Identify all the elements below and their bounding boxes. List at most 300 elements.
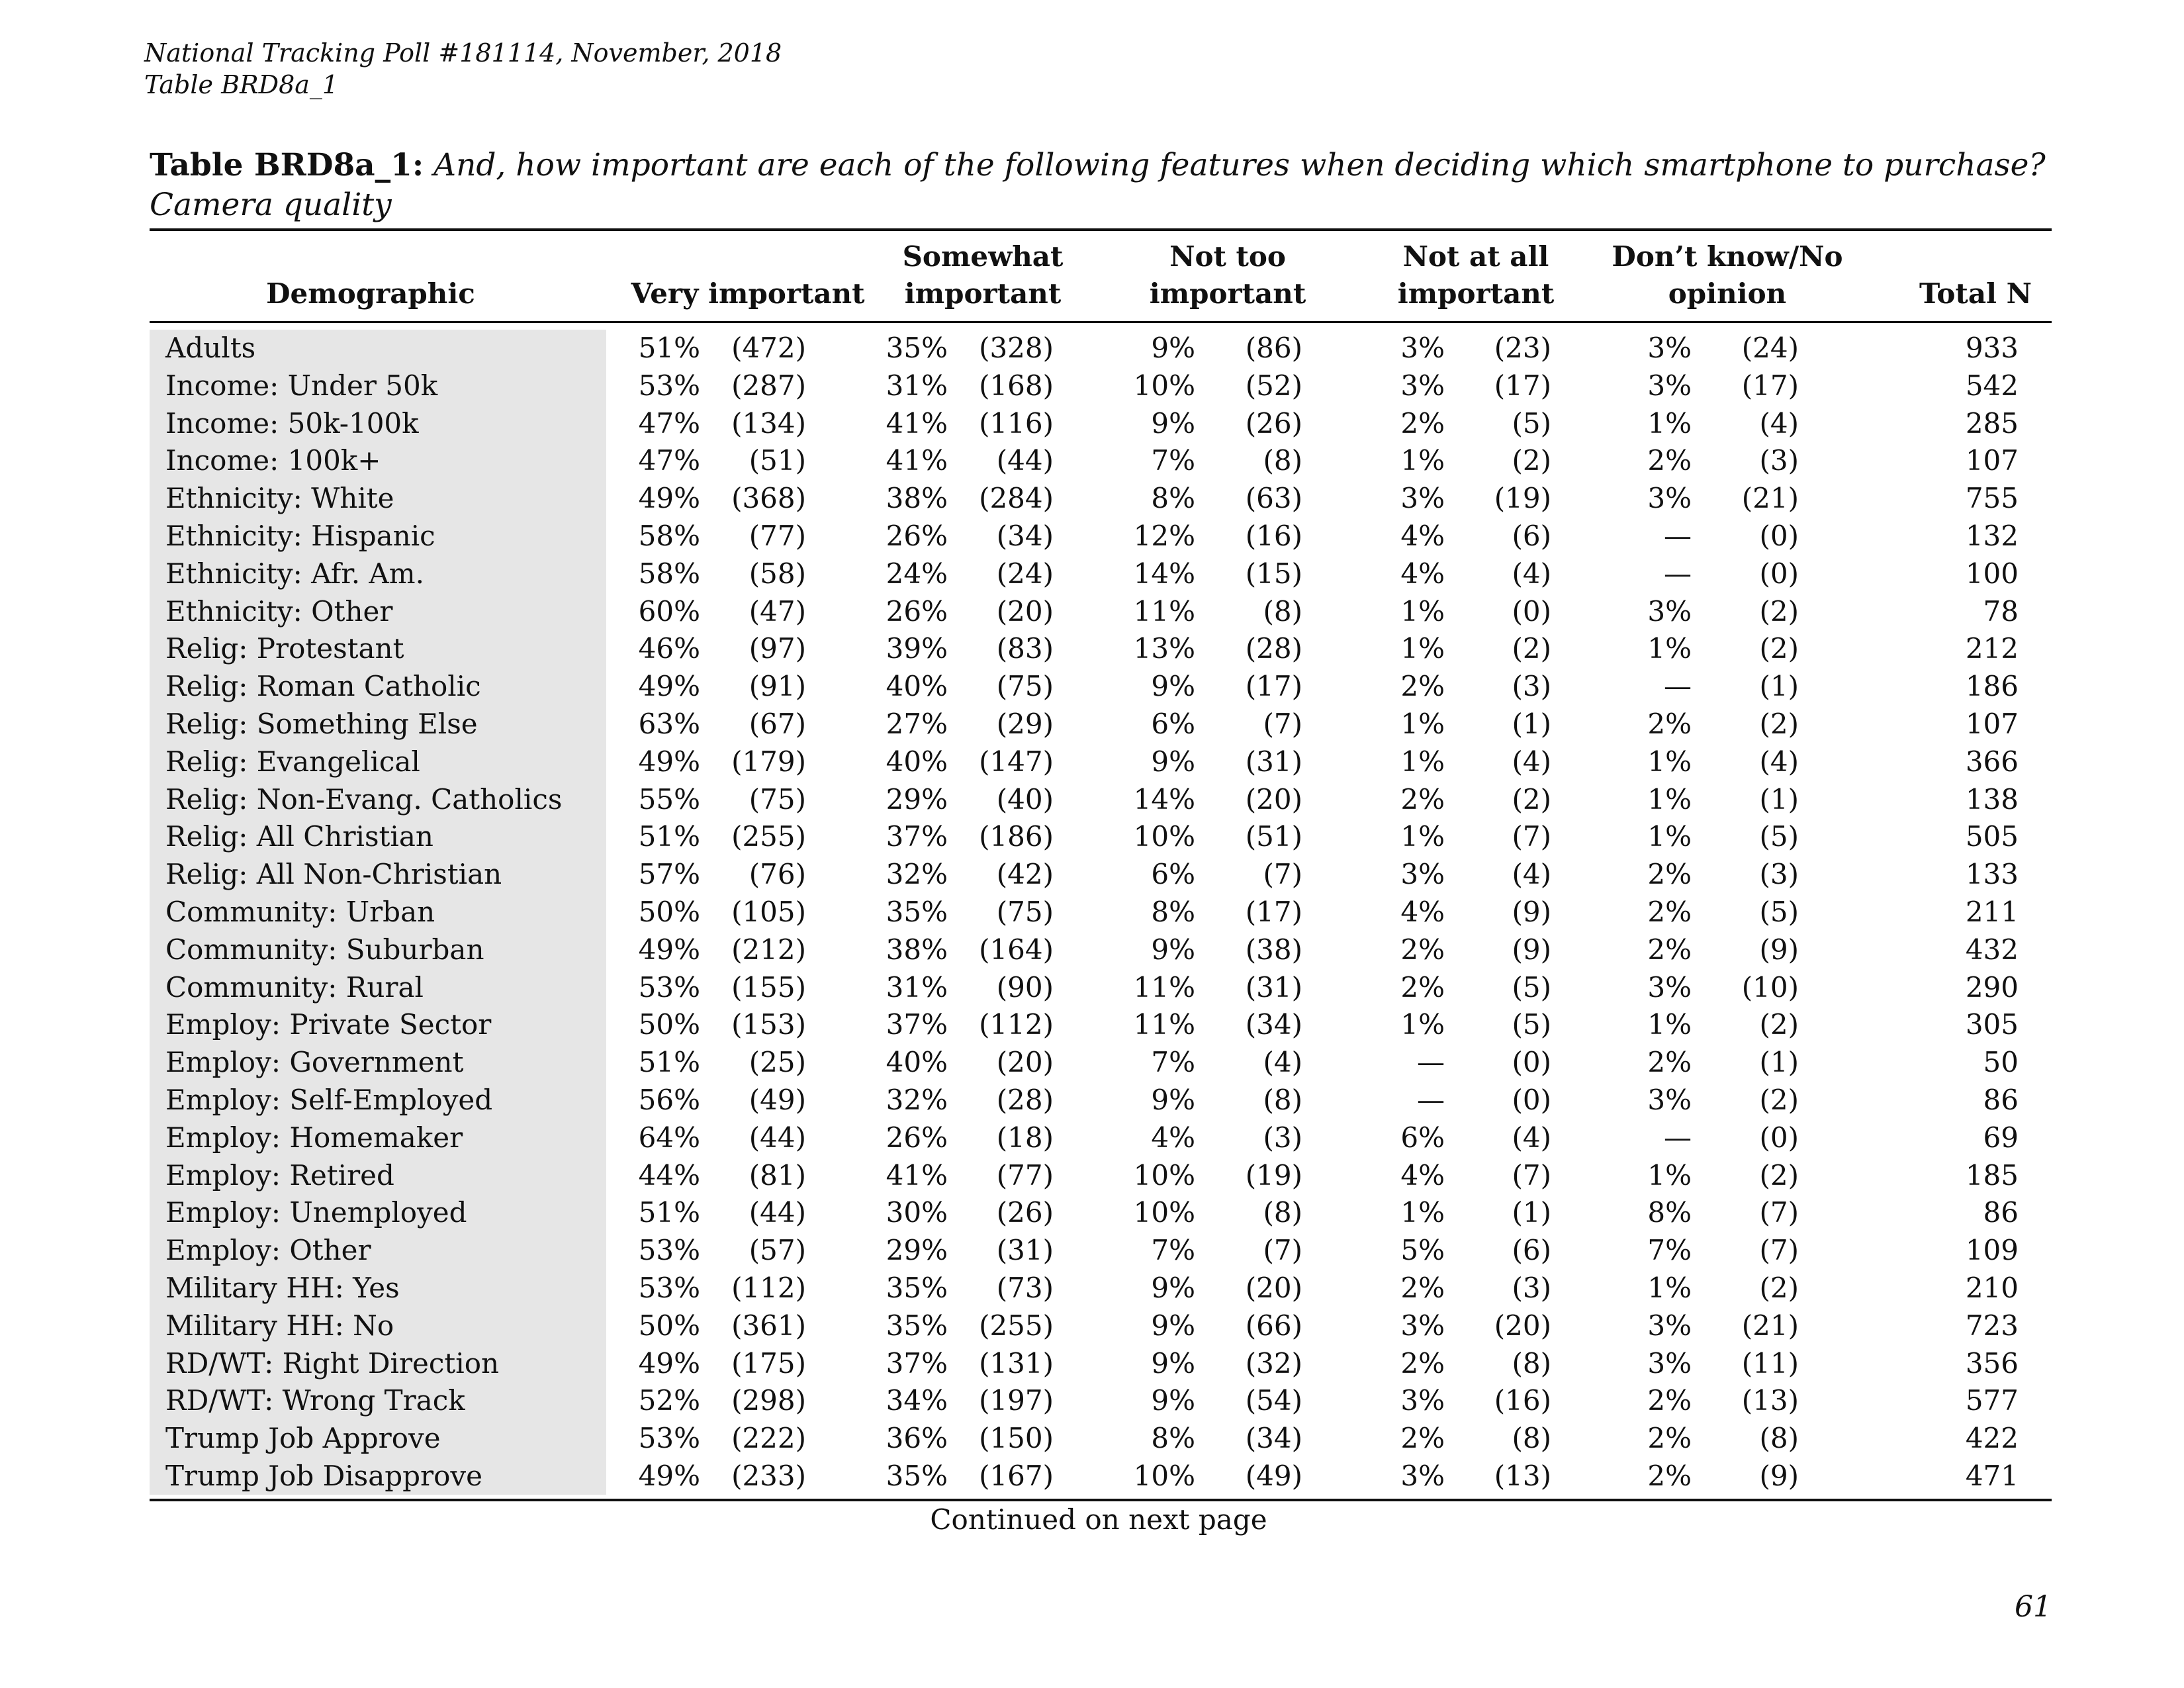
cell-percent: 9%: [1151, 1272, 1195, 1304]
cell-count: (19): [1245, 1158, 1302, 1192]
cell-percent: 3%: [1400, 858, 1445, 891]
col-header-total-n: Total N: [1919, 277, 2032, 310]
cell-count: (20): [1494, 1309, 1551, 1342]
cell-count: (21): [1741, 1309, 1799, 1342]
title-label: Table BRD8a_1:: [150, 147, 424, 183]
cell-percent: 1%: [1400, 745, 1445, 778]
cell-percent: 8%: [1151, 482, 1195, 515]
table-title: [150, 146, 2056, 225]
table-row: [0, 1232, 2184, 1270]
cell-count: (24): [996, 557, 1054, 590]
cell-count: (2): [1759, 708, 1799, 740]
row-label: Relig: All Christian: [165, 820, 433, 853]
cell-count: (134): [731, 406, 806, 440]
cell-percent: 9%: [1151, 1309, 1195, 1342]
cell-percent: 64%: [638, 1121, 700, 1154]
cell-count: (8): [1263, 444, 1302, 477]
cell-percent: 37%: [886, 1346, 948, 1380]
cell-total-n: 422: [1965, 1422, 2019, 1455]
cell-percent: —: [1664, 670, 1692, 703]
col-header-demographic: Demographic: [266, 277, 475, 310]
cell-count: (175): [731, 1346, 806, 1380]
cell-percent: 49%: [638, 1346, 700, 1380]
cell-percent: 12%: [1133, 520, 1195, 552]
cell-percent: 38%: [886, 482, 948, 515]
cell-count: (58): [749, 557, 806, 590]
cell-percent: 5%: [1400, 1234, 1445, 1267]
cell-count: (3): [1759, 858, 1799, 891]
table-row: [0, 1194, 2184, 1232]
cell-total-n: 471: [1965, 1460, 2019, 1492]
cell-count: (9): [1759, 1460, 1799, 1492]
cell-percent: 50%: [638, 1309, 700, 1342]
cell-count: (3): [1263, 1121, 1302, 1154]
table-row: [0, 1382, 2184, 1420]
cell-count: (28): [996, 1084, 1054, 1116]
cell-count: (49): [1245, 1460, 1302, 1492]
cell-percent: 10%: [1133, 369, 1195, 402]
col-header-notatall-line2: important: [1397, 277, 1555, 310]
cell-percent: 26%: [886, 594, 948, 628]
col-header-not-at-all-important: [1370, 238, 1582, 312]
cell-count: (2): [1759, 1084, 1799, 1116]
cell-percent: 2%: [1400, 933, 1445, 966]
table-row: [0, 743, 2184, 781]
row-label: Ethnicity: Hispanic: [165, 520, 435, 552]
cell-count: (21): [1741, 482, 1799, 515]
cell-percent: 4%: [1400, 1158, 1445, 1192]
table-row: [0, 1458, 2184, 1495]
col-header-somewhat-important: [880, 238, 1085, 312]
cell-count: (0): [1512, 1046, 1551, 1079]
cell-count: (90): [996, 970, 1054, 1004]
continued-note: Continued on next page: [930, 1503, 1267, 1536]
cell-count: (77): [749, 520, 806, 552]
cell-count: (5): [1512, 406, 1551, 440]
row-label: Trump Job Approve: [165, 1422, 441, 1455]
cell-count: (168): [979, 369, 1054, 402]
table-row: [0, 931, 2184, 969]
row-label: Community: Urban: [165, 896, 435, 928]
cell-total-n: 109: [1965, 1234, 2019, 1267]
cell-count: (4): [1759, 406, 1799, 440]
cell-count: (17): [1494, 369, 1551, 402]
cell-total-n: 138: [1965, 782, 2019, 816]
cell-percent: 51%: [638, 1046, 700, 1079]
cell-count: (2): [1759, 594, 1799, 628]
cell-count: (44): [749, 1121, 806, 1154]
cell-percent: 11%: [1133, 1008, 1195, 1041]
cell-percent: 14%: [1133, 782, 1195, 816]
cell-percent: 2%: [1647, 1422, 1692, 1455]
cell-percent: 3%: [1647, 594, 1692, 628]
cell-count: (8): [1512, 1422, 1551, 1455]
cell-percent: 35%: [886, 332, 948, 364]
cell-percent: 41%: [886, 1158, 948, 1192]
cell-percent: 51%: [638, 820, 700, 853]
cell-percent: 2%: [1647, 1046, 1692, 1079]
cell-total-n: 432: [1965, 933, 2019, 966]
cell-count: (2): [1759, 632, 1799, 665]
cell-percent: 3%: [1400, 369, 1445, 402]
cell-percent: 40%: [886, 745, 948, 778]
row-label: RD/WT: Right Direction: [165, 1346, 500, 1380]
cell-count: (328): [979, 332, 1054, 364]
cell-count: (10): [1741, 970, 1799, 1004]
cell-percent: —: [1664, 520, 1692, 552]
cell-count: (5): [1759, 896, 1799, 928]
cell-count: (76): [749, 858, 806, 891]
table-row: [0, 1006, 2184, 1044]
cell-total-n: 210: [1965, 1272, 2019, 1304]
row-label: Employ: Self-Employed: [165, 1084, 493, 1116]
cell-percent: 8%: [1151, 896, 1195, 928]
table-row: [0, 706, 2184, 743]
cell-count: (287): [731, 369, 806, 402]
cell-total-n: 356: [1965, 1346, 2019, 1380]
cell-percent: 9%: [1151, 1384, 1195, 1417]
row-label: Community: Suburban: [165, 933, 484, 966]
cell-percent: 3%: [1400, 482, 1445, 515]
cell-count: (47): [749, 594, 806, 628]
cell-count: (8): [1263, 1084, 1302, 1116]
cell-count: (16): [1245, 520, 1302, 552]
cell-count: (42): [996, 858, 1054, 891]
cell-percent: 1%: [1647, 820, 1692, 853]
cell-percent: 32%: [886, 1084, 948, 1116]
row-label: Employ: Retired: [165, 1158, 394, 1192]
cell-count: (28): [1245, 632, 1302, 665]
cell-percent: 1%: [1647, 1008, 1692, 1041]
cell-percent: 3%: [1400, 1309, 1445, 1342]
col-header-nottoo-line1: Not too: [1169, 240, 1286, 273]
cell-percent: 55%: [638, 782, 700, 816]
cell-total-n: 211: [1965, 896, 2019, 928]
cell-total-n: 100: [1965, 557, 2019, 590]
cell-percent: 53%: [638, 1272, 700, 1304]
table-row: [0, 555, 2184, 593]
cell-percent: —: [1417, 1046, 1445, 1079]
table-row: [0, 480, 2184, 518]
cell-count: (2): [1512, 632, 1551, 665]
row-label: Relig: Roman Catholic: [165, 670, 481, 703]
cell-percent: 3%: [1647, 369, 1692, 402]
cell-percent: 60%: [638, 594, 700, 628]
cell-count: (361): [731, 1309, 806, 1342]
cell-count: (112): [731, 1272, 806, 1304]
cell-percent: 29%: [886, 782, 948, 816]
cell-count: (9): [1759, 933, 1799, 966]
cell-count: (32): [1245, 1346, 1302, 1380]
row-label: Relig: Non-Evang. Catholics: [165, 782, 563, 816]
cell-percent: 63%: [638, 708, 700, 740]
cell-percent: 49%: [638, 745, 700, 778]
table-row: [0, 1044, 2184, 1082]
cell-percent: 2%: [1400, 1346, 1445, 1380]
cell-percent: 2%: [1400, 970, 1445, 1004]
table-row: [0, 630, 2184, 668]
row-label: Trump Job Disapprove: [165, 1460, 482, 1492]
cell-percent: 9%: [1151, 406, 1195, 440]
table-row: [0, 1119, 2184, 1157]
cell-percent: 41%: [886, 406, 948, 440]
cell-count: (26): [1245, 406, 1302, 440]
table-row: [0, 1270, 2184, 1307]
cell-count: (112): [979, 1008, 1054, 1041]
cell-count: (52): [1245, 369, 1302, 402]
cell-count: (20): [1245, 1272, 1302, 1304]
cell-count: (0): [1512, 1084, 1551, 1116]
cell-count: (17): [1245, 896, 1302, 928]
cell-percent: 2%: [1647, 1384, 1692, 1417]
cell-count: (11): [1741, 1346, 1799, 1380]
cell-count: (284): [979, 482, 1054, 515]
table-row: [0, 818, 2184, 856]
cell-count: (13): [1494, 1460, 1551, 1492]
row-label: Income: Under 50k: [165, 369, 438, 402]
cell-count: (15): [1245, 557, 1302, 590]
cell-count: (186): [979, 820, 1054, 853]
col-header-dk-line2: opinion: [1668, 277, 1787, 310]
cell-percent: 2%: [1400, 782, 1445, 816]
table-row: [0, 1345, 2184, 1383]
cell-percent: 8%: [1647, 1196, 1692, 1229]
cell-count: (7): [1512, 1158, 1551, 1192]
cell-total-n: 212: [1965, 632, 2019, 665]
cell-total-n: 107: [1965, 444, 2019, 477]
cell-count: (2): [1512, 444, 1551, 477]
cell-percent: 1%: [1647, 1158, 1692, 1192]
cell-percent: 1%: [1400, 708, 1445, 740]
cell-percent: 4%: [1400, 557, 1445, 590]
cell-percent: 50%: [638, 1008, 700, 1041]
cell-count: (105): [731, 896, 806, 928]
row-label: Employ: Government: [165, 1046, 464, 1079]
cell-percent: 47%: [638, 444, 700, 477]
cell-percent: 2%: [1647, 708, 1692, 740]
cell-percent: 1%: [1647, 406, 1692, 440]
cell-percent: 9%: [1151, 1346, 1195, 1380]
cell-count: (17): [1741, 369, 1799, 402]
cell-count: (8): [1759, 1422, 1799, 1455]
cell-percent: 10%: [1133, 1196, 1195, 1229]
cell-percent: 10%: [1133, 1158, 1195, 1192]
cell-percent: 26%: [886, 1121, 948, 1154]
cell-percent: 35%: [886, 896, 948, 928]
cell-percent: 35%: [886, 1309, 948, 1342]
title-question: And, how important are each of the following features when deciding which smartphone to purchase?: [433, 147, 2046, 183]
cell-count: (6): [1512, 520, 1551, 552]
cell-percent: 58%: [638, 557, 700, 590]
table-row: [0, 781, 2184, 819]
cell-count: (3): [1759, 444, 1799, 477]
cell-percent: 1%: [1400, 444, 1445, 477]
table-row: [0, 367, 2184, 405]
cell-count: (91): [749, 670, 806, 703]
cell-count: (0): [1512, 594, 1551, 628]
table-row: [0, 1307, 2184, 1345]
cell-count: (97): [749, 632, 806, 665]
cell-count: (3): [1512, 670, 1551, 703]
cell-percent: 2%: [1647, 896, 1692, 928]
cell-count: (18): [996, 1121, 1054, 1154]
cell-count: (57): [749, 1234, 806, 1267]
cell-percent: 49%: [638, 482, 700, 515]
table-row: [0, 330, 2184, 367]
cell-count: (26): [996, 1196, 1054, 1229]
cell-percent: 6%: [1151, 858, 1195, 891]
cell-total-n: 577: [1965, 1384, 2019, 1417]
cell-percent: 1%: [1647, 782, 1692, 816]
cell-count: (75): [996, 670, 1054, 703]
cell-total-n: 133: [1965, 858, 2019, 891]
cell-percent: 3%: [1647, 482, 1692, 515]
cell-count: (4): [1512, 858, 1551, 891]
cell-percent: 31%: [886, 369, 948, 402]
cell-percent: 44%: [638, 1158, 700, 1192]
cell-count: (2): [1759, 1008, 1799, 1041]
cell-count: (472): [731, 332, 806, 364]
cell-percent: 47%: [638, 406, 700, 440]
page-number: 61: [2015, 1590, 2052, 1624]
cell-percent: 2%: [1647, 858, 1692, 891]
cell-count: (7): [1263, 1234, 1302, 1267]
cell-count: (24): [1741, 332, 1799, 364]
cell-count: (31): [1245, 970, 1302, 1004]
table-row: [0, 518, 2184, 555]
cell-count: (51): [1245, 820, 1302, 853]
row-label: Employ: Unemployed: [165, 1196, 467, 1229]
cell-count: (9): [1512, 933, 1551, 966]
row-label: Community: Rural: [165, 970, 424, 1004]
cell-count: (54): [1245, 1384, 1302, 1417]
cell-total-n: 78: [1983, 594, 2019, 628]
cell-count: (4): [1512, 745, 1551, 778]
cell-percent: 10%: [1133, 820, 1195, 853]
cell-count: (1): [1759, 1046, 1799, 1079]
table-id: Table BRD8a_1: [144, 70, 339, 99]
cell-count: (23): [1494, 332, 1551, 364]
cell-count: (34): [1245, 1008, 1302, 1041]
cell-count: (44): [996, 444, 1054, 477]
cell-percent: 27%: [886, 708, 948, 740]
cell-percent: —: [1664, 1121, 1692, 1154]
cell-percent: 34%: [886, 1384, 948, 1417]
cell-total-n: 86: [1983, 1084, 2019, 1116]
cell-percent: 37%: [886, 1008, 948, 1041]
cell-percent: 35%: [886, 1272, 948, 1304]
cell-count: (0): [1759, 520, 1799, 552]
cell-count: (5): [1512, 970, 1551, 1004]
cell-count: (63): [1245, 482, 1302, 515]
cell-count: (40): [996, 782, 1054, 816]
cell-count: (212): [731, 933, 806, 966]
cell-count: (38): [1245, 933, 1302, 966]
cell-percent: 1%: [1647, 745, 1692, 778]
cell-count: (5): [1512, 1008, 1551, 1041]
cell-count: (13): [1741, 1384, 1799, 1417]
cell-count: (7): [1512, 820, 1551, 853]
table-row: [0, 969, 2184, 1007]
cell-total-n: 755: [1965, 482, 2019, 515]
cell-percent: 3%: [1647, 332, 1692, 364]
row-label: Relig: Evangelical: [165, 745, 420, 778]
cell-total-n: 132: [1965, 520, 2019, 552]
cell-count: (7): [1759, 1196, 1799, 1229]
cell-count: (73): [996, 1272, 1054, 1304]
cell-percent: 13%: [1133, 632, 1195, 665]
cell-count: (34): [1245, 1422, 1302, 1455]
cell-percent: 1%: [1647, 1272, 1692, 1304]
cell-count: (131): [979, 1346, 1054, 1380]
cell-percent: 4%: [1400, 896, 1445, 928]
cell-count: (66): [1245, 1309, 1302, 1342]
row-label: Ethnicity: Afr. Am.: [165, 557, 424, 590]
cell-count: (153): [731, 1008, 806, 1041]
cell-percent: 7%: [1151, 1234, 1195, 1267]
cell-percent: 6%: [1151, 708, 1195, 740]
table-row: [0, 1082, 2184, 1119]
top-rule: [150, 228, 2052, 231]
cell-percent: 56%: [638, 1084, 700, 1116]
cell-count: (1): [1512, 1196, 1551, 1229]
table-row: [0, 1420, 2184, 1458]
cell-count: (31): [996, 1234, 1054, 1267]
cell-count: (116): [979, 406, 1054, 440]
cell-count: (4): [1759, 745, 1799, 778]
cell-percent: 38%: [886, 933, 948, 966]
cell-count: (222): [731, 1422, 806, 1455]
table-row: [0, 856, 2184, 894]
cell-percent: 24%: [886, 557, 948, 590]
cell-percent: 26%: [886, 520, 948, 552]
cell-count: (8): [1512, 1346, 1551, 1380]
cell-percent: 11%: [1133, 970, 1195, 1004]
row-label: Income: 100k+: [165, 444, 381, 477]
cell-count: (20): [1245, 782, 1302, 816]
cell-count: (44): [749, 1196, 806, 1229]
cell-percent: 3%: [1647, 970, 1692, 1004]
cell-total-n: 50: [1983, 1046, 2019, 1079]
cell-percent: 11%: [1133, 594, 1195, 628]
cell-percent: 49%: [638, 1460, 700, 1492]
cell-count: (368): [731, 482, 806, 515]
cell-count: (7): [1263, 708, 1302, 740]
cell-count: (81): [749, 1158, 806, 1192]
cell-percent: 1%: [1400, 1196, 1445, 1229]
cell-percent: 36%: [886, 1422, 948, 1455]
row-label: Relig: All Non-Christian: [165, 858, 502, 891]
cell-percent: 41%: [886, 444, 948, 477]
cell-percent: 4%: [1151, 1121, 1195, 1154]
row-label: Income: 50k-100k: [165, 406, 419, 440]
cell-count: (1): [1512, 708, 1551, 740]
cell-count: (20): [996, 1046, 1054, 1079]
cell-percent: 1%: [1400, 820, 1445, 853]
cell-percent: 2%: [1400, 670, 1445, 703]
table-row: [0, 668, 2184, 706]
cell-total-n: 186: [1965, 670, 2019, 703]
cell-total-n: 69: [1983, 1121, 2019, 1154]
cell-percent: 30%: [886, 1196, 948, 1229]
cell-count: (150): [979, 1422, 1054, 1455]
cell-percent: 9%: [1151, 933, 1195, 966]
row-label: RD/WT: Wrong Track: [165, 1384, 465, 1417]
cell-percent: 10%: [1133, 1460, 1195, 1492]
cell-count: (255): [731, 820, 806, 853]
cell-percent: 3%: [1647, 1346, 1692, 1380]
cell-percent: 3%: [1400, 332, 1445, 364]
